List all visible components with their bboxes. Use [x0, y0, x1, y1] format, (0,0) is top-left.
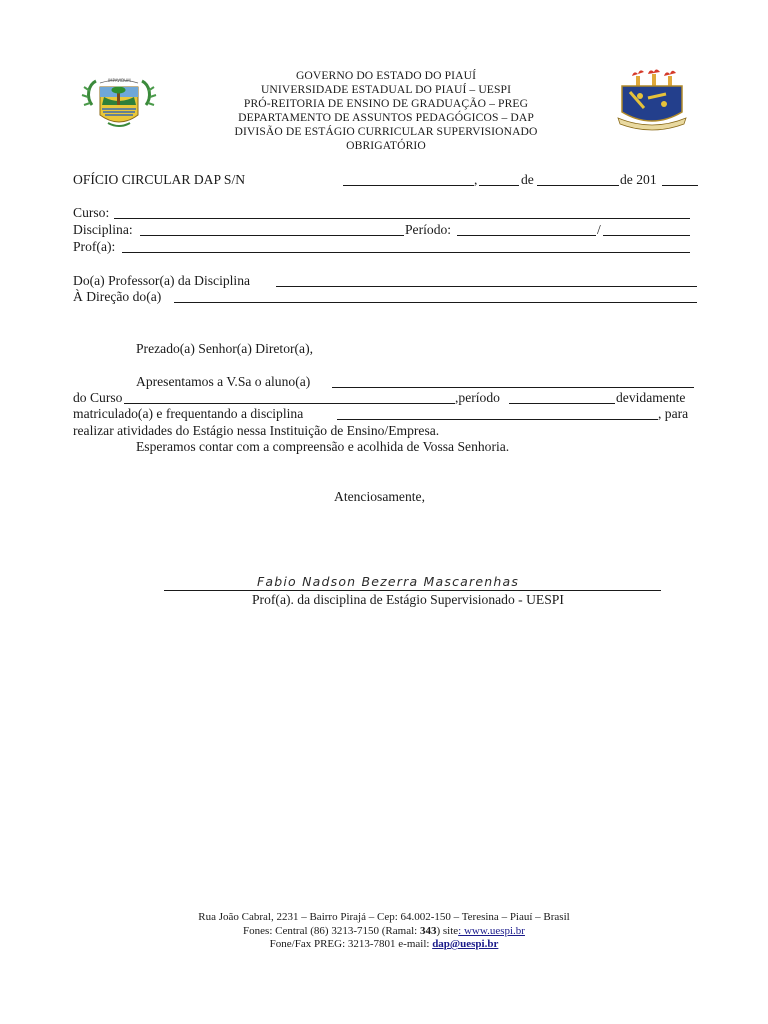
disciplina-label: Disciplina: — [73, 222, 133, 237]
header-line-division: DIVISÃO DE ESTÁGIO CURRICULAR SUPERVISIONADO — [234, 125, 538, 138]
city-blank[interactable] — [343, 185, 474, 186]
periodo-field-2[interactable] — [603, 235, 690, 236]
oficio-de-2: de 201 — [620, 172, 657, 187]
oficio-de-1: de — [521, 172, 534, 187]
do-professor-field[interactable] — [276, 286, 697, 287]
para-text: , para — [658, 406, 689, 421]
matriculado-text: matriculado(a) e frequentando a disciplina — [73, 406, 304, 421]
year-blank[interactable] — [662, 185, 698, 186]
aluno-field[interactable] — [332, 387, 694, 388]
month-blank[interactable] — [537, 185, 619, 186]
footer-phones — [100, 925, 668, 939]
footer-ramal: 343 — [419, 924, 437, 937]
disciplina-body-field[interactable] — [337, 419, 658, 420]
footer-fax-prefix: Fone/Fax PREG: 3213-7801 e-mail: — [269, 938, 433, 950]
footer-fax — [100, 938, 668, 952]
header-line-department: DEPARTAMENTO DE ASSUNTOS PEDAGÓGICOS – DAP — [238, 111, 534, 124]
footer-phones-prefix: Fones: Central (86) 3213-7150 (Ramal: — [243, 924, 420, 937]
footer — [100, 911, 668, 952]
devidamente-text: devidamente — [616, 390, 686, 405]
footer-site-prefix: ) site — [436, 924, 459, 937]
signature-line — [164, 590, 661, 591]
do-curso-text: do Curso — [73, 390, 123, 405]
svg-text:IMPAVIDUM: IMPAVIDUM — [108, 78, 131, 83]
curso-label: Curso: — [73, 205, 110, 220]
prof-label: Prof(a): — [73, 239, 116, 254]
a-direcao-label: À Direção do(a) — [73, 289, 162, 304]
do-professor-label: Do(a) Professor(a) da Disciplina — [73, 273, 251, 288]
uespi-coat-of-arms-logo — [614, 68, 690, 134]
periodo-label: Período: — [405, 222, 452, 237]
header-line-pro-reitoria: PRÓ-REITORIA DE ENSINO DE GRADUAÇÃO – PREG — [243, 97, 529, 110]
disciplina-field[interactable] — [140, 235, 404, 236]
periodo-slash: / — [597, 222, 601, 237]
day-blank[interactable] — [479, 185, 519, 186]
prof-field[interactable] — [122, 252, 690, 253]
footer-address: Rua João Cabral, 2231 – Bairro Pirajá – Cep: 64.002-150 – Teresina – Piauí – Brasil — [198, 911, 570, 923]
closing-text: Atenciosamente, — [334, 489, 425, 504]
curso-field[interactable] — [114, 218, 690, 219]
esperamos-text: Esperamos contar com a compreensão e acolhida de Vossa Senhoria. — [136, 439, 510, 454]
body-periodo-field[interactable] — [509, 403, 615, 404]
signature-role: Prof(a). da disciplina de Estágio Supervisionado - UESPI — [252, 592, 564, 607]
header-line-government: GOVERNO DO ESTADO DO PIAUÍ — [295, 69, 477, 82]
realizar-text: realizar atividades do Estágio nessa Instituição de Ensino/Empresa. — [73, 423, 440, 438]
do-curso-field[interactable] — [124, 403, 455, 404]
oficio-title: OFÍCIO CIRCULAR DAP S/N — [73, 172, 246, 187]
footer-site-link[interactable]: : www.uespi.br — [458, 924, 525, 937]
header-line-university: UNIVERSIDADE ESTADUAL DO PIAUÍ – UESPI — [260, 83, 512, 96]
institution-header — [180, 69, 592, 153]
apresentamos-text: Apresentamos a V.Sa o aluno(a) — [136, 374, 311, 389]
header-line-obrigatorio: OBRIGATÓRIO — [346, 139, 426, 152]
periodo-field-1[interactable] — [457, 235, 596, 236]
a-direcao-field[interactable] — [174, 302, 697, 303]
footer-email-link[interactable]: dap@uespi.br — [432, 938, 499, 950]
salutation: Prezado(a) Senhor(a) Diretor(a), — [136, 341, 314, 356]
signature-handwritten: Fabio Nadson Bezerra Mascarenhas — [257, 574, 520, 589]
oficio-comma: , — [474, 172, 478, 187]
piaui-coat-of-arms-logo — [78, 75, 160, 133]
periodo-text: ,período — [455, 390, 500, 405]
